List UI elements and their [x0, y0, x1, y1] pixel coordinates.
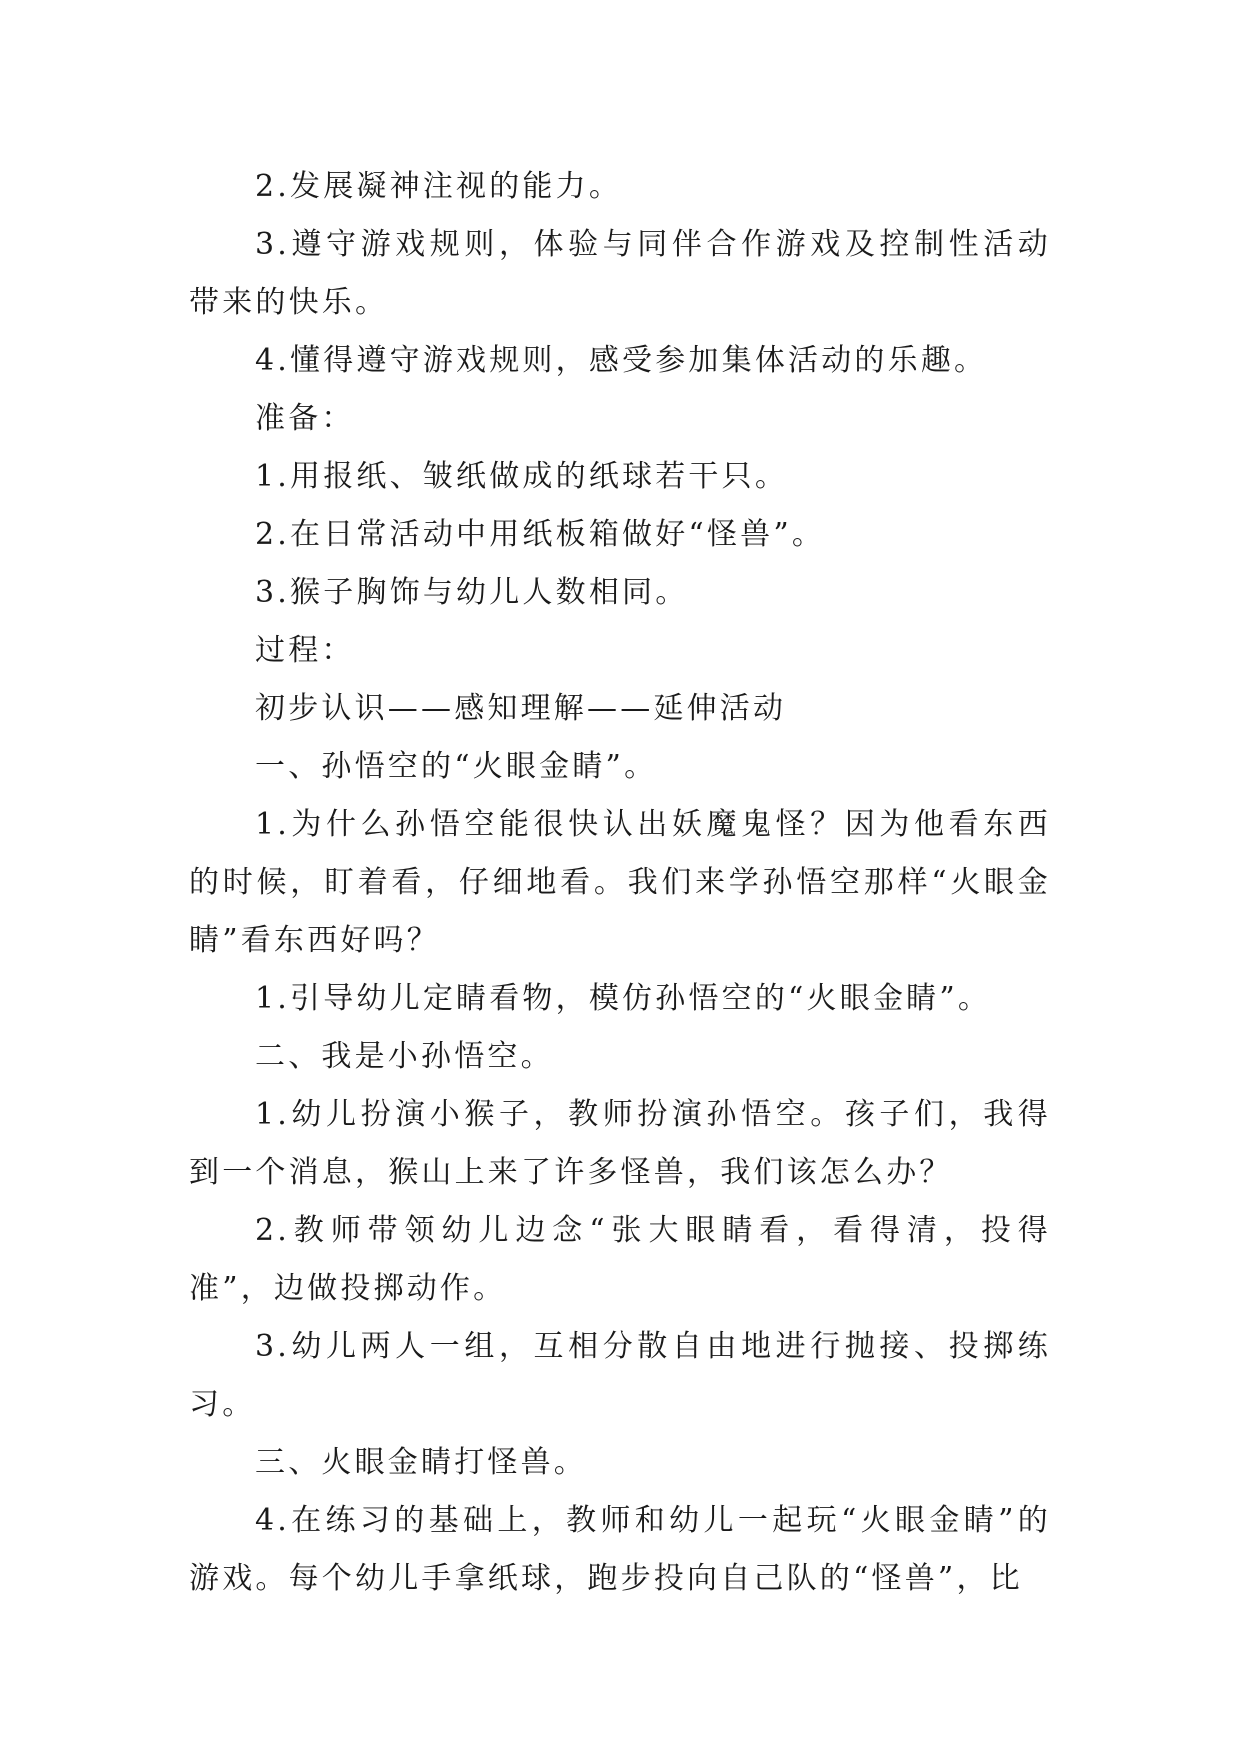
heading-preparation: 准备：	[255, 401, 355, 436]
paragraph-section2-item1: 1.幼儿扮演小猴子，教师扮演孙悟空。孩子们，我得到一个消息，猴山上来了许多怪兽，我们该怎么办？	[189, 1097, 1051, 1190]
paragraph-goal-4: 4.懂得遵守游戏规则，感受参加集体活动的乐趣。	[255, 343, 988, 378]
paragraph-section1-item1: 1.为什么孙悟空能很快认出妖魔鬼怪？因为他看东西的时候，盯着看，仔细地看。我们来学孙悟空那样“火眼金睛”看东西好吗？	[189, 807, 1051, 958]
section-heading-3: 三、火眼金睛打怪兽。	[255, 1445, 587, 1480]
paragraph-process-outline: 初步认识——感知理解——延伸活动	[255, 691, 787, 726]
body-text	[189, 158, 1051, 1608]
paragraph-section2-item3: 3.幼儿两人一组，互相分散自由地进行抛接、投掷练习。	[189, 1329, 1051, 1422]
heading-process: 过程：	[255, 633, 355, 668]
paragraph-section2-item2: 2.教师带领幼儿边念“张大眼睛看，看得清，投得准”，边做投掷动作。	[189, 1213, 1051, 1306]
paragraph-section1-item2: 1.引导幼儿定睛看物，模仿孙悟空的“火眼金睛”。	[255, 981, 992, 1016]
paragraph-goal-3: 3.遵守游戏规则，体验与同伴合作游戏及控制性活动带来的快乐。	[189, 227, 1051, 320]
paragraph-prep-2: 2.在日常活动中用纸板箱做好“怪兽”。	[255, 517, 826, 552]
section-heading-2: 二、我是小孙悟空。	[255, 1039, 554, 1074]
section-heading-1: 一、孙悟空的“火眼金睛”。	[255, 749, 658, 784]
paragraph-prep-3: 3.猴子胸饰与幼儿人数相同。	[255, 575, 689, 610]
paragraph-goal-2: 2.发展凝神注视的能力。	[255, 169, 623, 204]
paragraph-section3-item4: 4.在练习的基础上，教师和幼儿一起玩“火眼金睛”的游戏。每个幼儿手拿纸球，跑步投向自己队的“怪兽”，比	[189, 1503, 1051, 1596]
paragraph-prep-1: 1.用报纸、皱纸做成的纸球若干只。	[255, 459, 789, 494]
